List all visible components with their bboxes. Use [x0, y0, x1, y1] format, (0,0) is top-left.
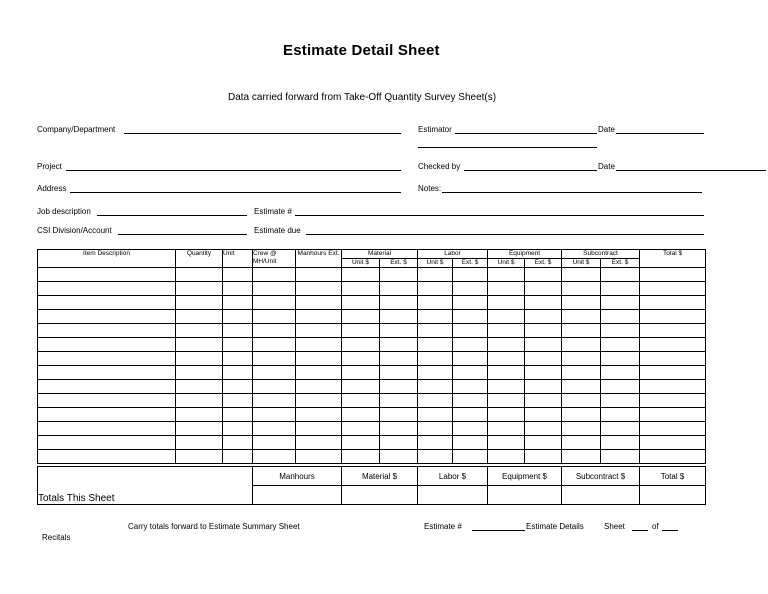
checked-by-label: Checked by	[418, 162, 461, 171]
footer-of-field[interactable]	[662, 530, 678, 531]
col-material: Material	[342, 250, 418, 259]
footer-estimate-label: Estimate #	[424, 522, 462, 531]
company-field[interactable]	[124, 133, 401, 134]
table-cell[interactable]	[296, 296, 342, 310]
table-cell[interactable]	[601, 450, 640, 464]
table-cell[interactable]	[223, 408, 253, 422]
table-cell[interactable]	[488, 380, 525, 394]
table-cell[interactable]	[418, 436, 453, 450]
table-cell[interactable]	[601, 268, 640, 282]
table-cell[interactable]	[562, 338, 601, 352]
table-cell[interactable]	[525, 296, 562, 310]
table-cell[interactable]	[253, 450, 296, 464]
table-row	[38, 450, 706, 464]
job-description-label: Job description	[37, 207, 91, 216]
page-title: Estimate Detail Sheet	[283, 42, 440, 59]
table-cell[interactable]	[453, 422, 488, 436]
table-row	[38, 338, 706, 352]
totals-label: Totals This Sheet	[38, 467, 253, 505]
col-quantity: Quantity	[176, 250, 223, 268]
table-cell[interactable]	[562, 310, 601, 324]
table-cell[interactable]	[253, 380, 296, 394]
labor-ext: Ext. $	[453, 259, 488, 268]
col-subcontract: Subcontract	[562, 250, 640, 259]
table-row	[38, 296, 706, 310]
table-cell[interactable]	[601, 338, 640, 352]
table-cell[interactable]	[640, 450, 706, 464]
table-cell[interactable]	[418, 282, 453, 296]
table-cell[interactable]	[601, 366, 640, 380]
table-cell[interactable]	[176, 408, 223, 422]
table-cell[interactable]	[253, 268, 296, 282]
table-cell[interactable]	[525, 352, 562, 366]
col-crew: Crew @ MH/Unit	[253, 250, 296, 268]
table-row	[38, 408, 706, 422]
table-cell[interactable]	[380, 436, 418, 450]
col-item-description: Item Description	[38, 250, 176, 268]
table-cell[interactable]	[176, 338, 223, 352]
table-cell[interactable]	[253, 282, 296, 296]
table-cell[interactable]	[223, 450, 253, 464]
estimator-label: Estimator	[418, 125, 452, 134]
table-row	[38, 352, 706, 366]
table-cell[interactable]	[562, 324, 601, 338]
table-cell[interactable]	[640, 338, 706, 352]
material-ext: Ext. $	[380, 259, 418, 268]
table-cell[interactable]	[601, 324, 640, 338]
table-cell[interactable]	[453, 352, 488, 366]
table-row	[38, 268, 706, 282]
notes-field[interactable]	[442, 192, 702, 193]
totals-equipment-header: Equipment $	[488, 467, 562, 486]
table-cell[interactable]	[380, 366, 418, 380]
table-row	[38, 324, 706, 338]
table-cell[interactable]	[253, 408, 296, 422]
table-cell[interactable]	[223, 394, 253, 408]
table-cell[interactable]	[296, 436, 342, 450]
table-cell[interactable]	[562, 268, 601, 282]
table-cell[interactable]	[176, 380, 223, 394]
table-cell[interactable]	[176, 282, 223, 296]
table-cell[interactable]	[525, 338, 562, 352]
table-cell[interactable]	[601, 422, 640, 436]
table-cell[interactable]	[342, 296, 380, 310]
table-cell[interactable]	[380, 268, 418, 282]
table-cell[interactable]	[296, 352, 342, 366]
table-cell[interactable]	[418, 366, 453, 380]
estimate-due-label: Estimate due	[254, 226, 301, 235]
table-cell[interactable]	[562, 366, 601, 380]
table-cell[interactable]	[342, 268, 380, 282]
table-cell[interactable]	[223, 366, 253, 380]
footer-estimate-field[interactable]	[472, 530, 525, 531]
table-cell[interactable]	[223, 380, 253, 394]
estimate-num-label: Estimate #	[254, 207, 292, 216]
col-unit: Unit	[223, 250, 253, 268]
table-cell[interactable]	[223, 282, 253, 296]
address-label: Address	[37, 184, 67, 193]
table-cell[interactable]	[176, 310, 223, 324]
table-cell[interactable]	[38, 408, 176, 422]
table-cell[interactable]	[223, 310, 253, 324]
table-cell[interactable]	[418, 394, 453, 408]
totals-material-header: Material $	[342, 467, 418, 486]
table-cell[interactable]	[418, 422, 453, 436]
table-cell[interactable]	[525, 282, 562, 296]
table-cell[interactable]	[418, 268, 453, 282]
table-cell[interactable]	[488, 422, 525, 436]
table-cell[interactable]	[176, 366, 223, 380]
totals-material-value[interactable]	[342, 486, 418, 505]
table-cell[interactable]	[342, 352, 380, 366]
table-cell[interactable]	[418, 296, 453, 310]
table-cell[interactable]	[38, 450, 176, 464]
table-cell[interactable]	[453, 436, 488, 450]
table-cell[interactable]	[38, 310, 176, 324]
table-row	[38, 366, 706, 380]
table-cell[interactable]	[418, 408, 453, 422]
table-row	[38, 436, 706, 450]
page-subtitle: Data carried forward from Take-Off Quantity Survey Sheet(s)	[228, 92, 497, 103]
table-cell[interactable]	[38, 282, 176, 296]
table-cell[interactable]	[525, 450, 562, 464]
table-cell[interactable]	[453, 450, 488, 464]
table-cell[interactable]	[253, 352, 296, 366]
totals-manhours-header: Manhours	[253, 467, 342, 486]
table-cell[interactable]	[342, 436, 380, 450]
subcontract-ext: Ext. $	[601, 259, 640, 268]
table-cell[interactable]	[562, 352, 601, 366]
table-cell[interactable]	[640, 310, 706, 324]
recitals-label: Recitals	[42, 533, 71, 542]
table-cell[interactable]	[640, 296, 706, 310]
totals-total-header: Total $	[640, 467, 706, 486]
estimate-table	[37, 249, 706, 464]
table-cell[interactable]	[342, 282, 380, 296]
table-cell[interactable]	[453, 310, 488, 324]
date2-label: Date	[598, 162, 615, 171]
totals-subcontract-header: Subcontract $	[562, 467, 640, 486]
footer-estimate-details: Estimate Details	[526, 522, 584, 531]
table-cell[interactable]	[562, 408, 601, 422]
table-cell[interactable]	[380, 422, 418, 436]
table-cell[interactable]	[562, 450, 601, 464]
table-cell[interactable]	[488, 324, 525, 338]
table-cell[interactable]	[488, 268, 525, 282]
totals-table	[37, 466, 706, 505]
footer-sheet-label: Sheet	[604, 522, 625, 531]
address-field[interactable]	[70, 192, 401, 193]
table-cell[interactable]	[525, 324, 562, 338]
table-cell[interactable]	[380, 394, 418, 408]
table-row	[38, 310, 706, 324]
table-cell[interactable]	[562, 282, 601, 296]
table-cell[interactable]	[38, 352, 176, 366]
table-row	[38, 394, 706, 408]
notes-label: Notes:	[418, 184, 442, 193]
table-cell[interactable]	[525, 268, 562, 282]
table-cell[interactable]	[253, 366, 296, 380]
table-cell[interactable]	[453, 366, 488, 380]
table-row	[38, 422, 706, 436]
table-cell[interactable]	[562, 380, 601, 394]
table-cell[interactable]	[223, 422, 253, 436]
table-cell[interactable]	[342, 366, 380, 380]
table-cell[interactable]	[488, 408, 525, 422]
totals-manhours-value[interactable]	[253, 486, 342, 505]
date2-field[interactable]	[616, 170, 766, 171]
table-cell[interactable]	[640, 282, 706, 296]
table-cell[interactable]	[342, 338, 380, 352]
table-cell[interactable]	[296, 408, 342, 422]
table-cell[interactable]	[253, 324, 296, 338]
table-cell[interactable]	[253, 310, 296, 324]
table-cell[interactable]	[253, 296, 296, 310]
table-cell[interactable]	[640, 352, 706, 366]
table-cell[interactable]	[38, 366, 176, 380]
table-cell[interactable]	[418, 450, 453, 464]
table-cell[interactable]	[176, 352, 223, 366]
table-cell[interactable]	[453, 296, 488, 310]
table-row	[38, 380, 706, 394]
table-cell[interactable]	[296, 310, 342, 324]
table-cell[interactable]	[223, 436, 253, 450]
table-cell[interactable]	[488, 282, 525, 296]
table-cell[interactable]	[601, 296, 640, 310]
table-cell[interactable]	[176, 436, 223, 450]
table-cell[interactable]	[38, 296, 176, 310]
table-cell[interactable]	[296, 422, 342, 436]
totals-equipment-value[interactable]	[488, 486, 562, 505]
table-cell[interactable]	[223, 352, 253, 366]
table-cell[interactable]	[601, 310, 640, 324]
col-manhours: Manhours Ext.	[296, 250, 342, 268]
table-cell[interactable]	[38, 436, 176, 450]
table-cell[interactable]	[525, 436, 562, 450]
table-cell[interactable]	[253, 422, 296, 436]
table-cell[interactable]	[601, 408, 640, 422]
estimator-field[interactable]	[455, 133, 597, 134]
table-cell[interactable]	[380, 408, 418, 422]
carry-forward-text: Carry totals forward to Estimate Summary Sheet	[128, 522, 300, 531]
table-cell[interactable]	[640, 394, 706, 408]
table-cell[interactable]	[525, 408, 562, 422]
table-cell[interactable]	[418, 324, 453, 338]
estimator-field-2[interactable]	[418, 147, 597, 148]
col-equipment: Equipment	[488, 250, 562, 259]
table-cell[interactable]	[488, 296, 525, 310]
col-labor: Labor	[418, 250, 488, 259]
table-cell[interactable]	[380, 282, 418, 296]
table-cell[interactable]	[453, 324, 488, 338]
table-cell[interactable]	[488, 394, 525, 408]
table-cell[interactable]	[488, 338, 525, 352]
table-cell[interactable]	[296, 338, 342, 352]
table-cell[interactable]	[453, 282, 488, 296]
csi-label: CSI Division/Account	[37, 226, 112, 235]
footer-sheet-field[interactable]	[632, 530, 648, 531]
table-cell[interactable]	[418, 380, 453, 394]
table-cell[interactable]	[342, 380, 380, 394]
table-cell[interactable]	[380, 380, 418, 394]
date1-label: Date	[598, 125, 615, 134]
footer-of-label: of	[652, 522, 659, 531]
table-cell[interactable]	[488, 436, 525, 450]
table-cell[interactable]	[342, 324, 380, 338]
company-label: Company/Department	[37, 125, 116, 134]
equipment-unit-price: Unit $	[488, 259, 525, 268]
material-unit-price: Unit $	[342, 259, 380, 268]
table-cell[interactable]	[380, 338, 418, 352]
table-cell[interactable]	[380, 450, 418, 464]
table-cell[interactable]	[601, 436, 640, 450]
table-cell[interactable]	[488, 450, 525, 464]
totals-subcontract-value[interactable]	[562, 486, 640, 505]
totals-total-value[interactable]	[640, 486, 706, 505]
csi-field[interactable]	[118, 234, 247, 235]
table-cell[interactable]	[562, 422, 601, 436]
estimate-due-field[interactable]	[306, 234, 704, 235]
table-cell[interactable]	[601, 352, 640, 366]
table-cell[interactable]	[176, 324, 223, 338]
checked-by-field[interactable]	[464, 170, 597, 171]
table-cell[interactable]	[601, 282, 640, 296]
table-cell[interactable]	[342, 422, 380, 436]
table-cell[interactable]	[525, 380, 562, 394]
table-cell[interactable]	[488, 366, 525, 380]
project-field[interactable]	[66, 170, 401, 171]
table-cell[interactable]	[453, 268, 488, 282]
table-cell[interactable]	[418, 338, 453, 352]
table-cell[interactable]	[640, 380, 706, 394]
table-cell[interactable]	[342, 450, 380, 464]
table-cell[interactable]	[525, 366, 562, 380]
table-cell[interactable]	[223, 324, 253, 338]
equipment-ext: Ext. $	[525, 259, 562, 268]
col-total: Total $	[640, 250, 706, 268]
table-cell[interactable]	[223, 268, 253, 282]
table-cell[interactable]	[342, 394, 380, 408]
table-cell[interactable]	[296, 268, 342, 282]
table-cell[interactable]	[176, 268, 223, 282]
table-cell[interactable]	[418, 310, 453, 324]
table-cell[interactable]	[380, 324, 418, 338]
table-cell[interactable]	[640, 436, 706, 450]
table-cell[interactable]	[640, 408, 706, 422]
subcontract-unit-price: Unit $	[562, 259, 601, 268]
table-cell[interactable]	[253, 436, 296, 450]
table-cell[interactable]	[176, 422, 223, 436]
table-cell[interactable]	[562, 296, 601, 310]
table-cell[interactable]	[253, 394, 296, 408]
table-cell[interactable]	[640, 324, 706, 338]
table-cell[interactable]	[380, 296, 418, 310]
table-cell[interactable]	[601, 394, 640, 408]
table-cell[interactable]	[562, 394, 601, 408]
totals-labor-header: Labor $	[418, 467, 488, 486]
table-cell[interactable]	[453, 338, 488, 352]
table-cell[interactable]	[223, 338, 253, 352]
table-cell[interactable]	[342, 408, 380, 422]
table-cell[interactable]	[380, 310, 418, 324]
job-description-field[interactable]	[97, 215, 247, 216]
estimate-num-field[interactable]	[295, 215, 704, 216]
table-cell[interactable]	[453, 394, 488, 408]
labor-unit-price: Unit $	[418, 259, 453, 268]
table-cell[interactable]	[38, 324, 176, 338]
table-cell[interactable]	[640, 268, 706, 282]
table-cell[interactable]	[176, 450, 223, 464]
table-cell[interactable]	[562, 436, 601, 450]
table-cell[interactable]	[176, 296, 223, 310]
table-cell[interactable]	[418, 352, 453, 366]
table-cell[interactable]	[640, 366, 706, 380]
table-cell[interactable]	[525, 394, 562, 408]
table-cell[interactable]	[525, 310, 562, 324]
table-cell[interactable]	[296, 282, 342, 296]
table-cell[interactable]	[223, 296, 253, 310]
table-cell[interactable]	[488, 310, 525, 324]
table-row	[38, 282, 706, 296]
table-cell[interactable]	[453, 380, 488, 394]
table-cell[interactable]	[38, 380, 176, 394]
date1-field[interactable]	[616, 133, 704, 134]
table-cell[interactable]	[253, 338, 296, 352]
table-cell[interactable]	[601, 380, 640, 394]
table-cell[interactable]	[453, 408, 488, 422]
table-cell[interactable]	[296, 366, 342, 380]
table-cell[interactable]	[640, 422, 706, 436]
table-cell[interactable]	[38, 394, 176, 408]
table-cell[interactable]	[296, 324, 342, 338]
table-cell[interactable]	[296, 450, 342, 464]
table-cell[interactable]	[342, 310, 380, 324]
project-label: Project	[37, 162, 62, 171]
table-cell[interactable]	[296, 394, 342, 408]
table-cell[interactable]	[38, 338, 176, 352]
table-cell[interactable]	[488, 352, 525, 366]
table-cell[interactable]	[38, 422, 176, 436]
table-cell[interactable]	[525, 422, 562, 436]
table-cell[interactable]	[38, 268, 176, 282]
table-cell[interactable]	[380, 352, 418, 366]
totals-labor-value[interactable]	[418, 486, 488, 505]
table-cell[interactable]	[296, 380, 342, 394]
table-cell[interactable]	[176, 394, 223, 408]
